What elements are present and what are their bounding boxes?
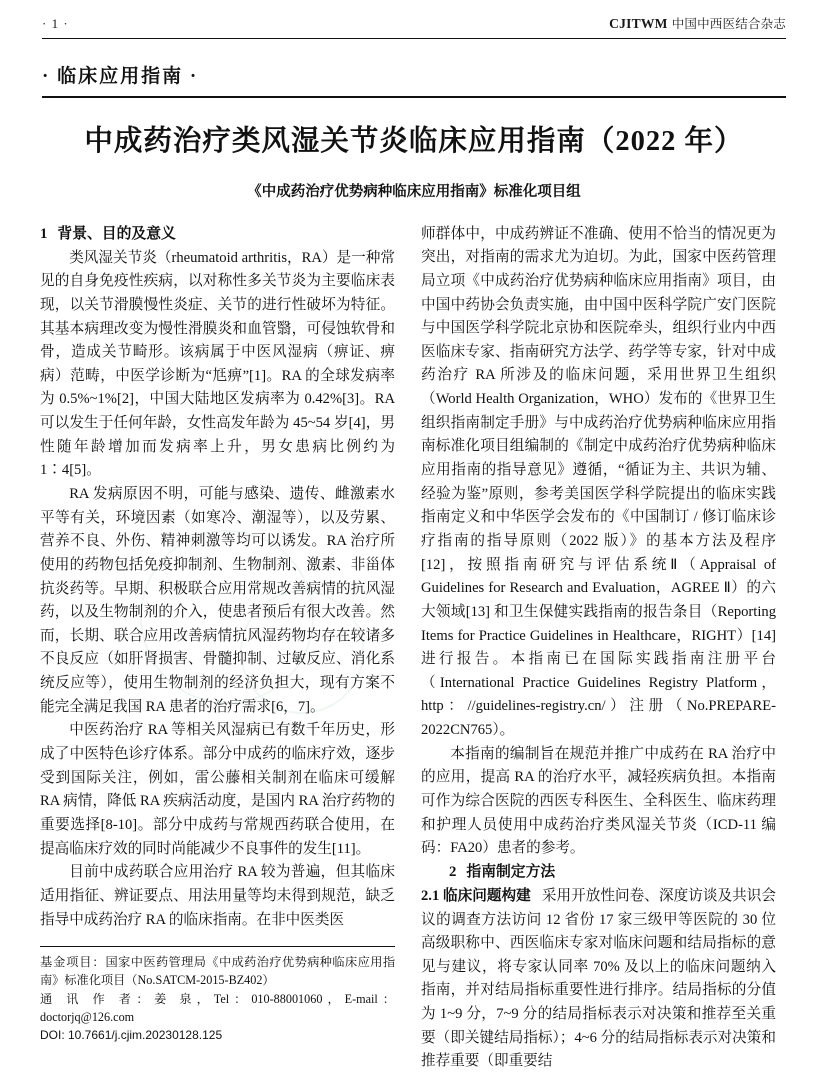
paragraph: 中医药治疗 RA 等相关风湿病已有数千年历史，形成了中医特色诊疗体系。部分中成药的临床疗效，逐步受到国际关注，例如，雷公藤相关制剂在临床可缓解 RA 病情，降低 RA 疾病活动度，是国内 RA 治疗药物的重要选择[8-10]。部分中成药与常规西药联合使用，在提高临床疗效的同时尚能减少不良事件的发生[11]。 — [40, 722, 395, 857]
heading-methods — [421, 861, 776, 885]
column-left — [40, 223, 395, 1074]
journal-name — [609, 14, 786, 32]
page-folio: · 1 · — [42, 16, 69, 31]
heading-number: 1 — [40, 225, 48, 242]
heading-text: 指南制定方法 — [466, 863, 556, 880]
corresponding-author-note — [40, 990, 395, 1027]
heading-background — [40, 223, 395, 247]
byline: 《中成药治疗优势病种临床应用指南》标准化项目组 — [247, 183, 581, 200]
running-head — [0, 0, 828, 32]
journal-name-cn: 中国中西医结合杂志 — [671, 17, 786, 31]
subheading-number: 2.1 — [421, 887, 440, 904]
corr-label: 通 讯 作 者： — [40, 991, 155, 1006]
page-title: 中成药治疗类风湿关节炎临床应用指南（2022 年） — [84, 126, 744, 157]
fund-text: 国家中医药管理局《中成药治疗优势病种临床应用指南》标准化项目（No.SATCM-2015-BZ402） — [40, 955, 396, 988]
paragraph: 本指南的编制旨在规范并推广中成药在 RA 治疗中的应用，提高 RA 的治疗水平，减轻疾病负担。本指南可作为综合医院的西医专科医生、全科医生、临床药理和护理人员使用中成药治疗类风湿关节炎（ICD-11 编码：FA20）患者的参考。 — [421, 745, 776, 857]
paragraph: 目前中成药联合应用治疗 RA 较为普遍，但其临床适用指征、辨证要点、用法用量等均未得到规范，缺乏指导中成药治疗 RA 的临床指南。在非中医类医 — [40, 864, 395, 928]
paragraph-text: 采用开放性问卷、深度访谈及共识会议的调查方法访问 12 省份 17 家三级甲等医院的 30 位高级职称中、西医临床专家对临床问题和结局指标的意见与建议，将专家认同率 70% 及以上的临床问题纳入指南，并对结局指标重要性进行排序。结局指标的分值为 1~9 分，7~9 分的结局指标表示对决策和推荐至关重要（即关键结局指标）；4~6 分的结局指标表示对决策和推荐重要（即重要结 — [421, 887, 776, 1070]
paragraph: 类风湿关节炎（rheumatoid arthritis，RA）是一种常见的自身免疫性疾病，以对称性多关节炎为主要临床表现，以关节滑膜慢性炎症、关节的进行性破坏为特征。其基本病理改变为慢性滑膜炎和血管翳，可侵蚀软骨和骨，造成关节畸形。该病属于中医风湿病（痹证、痹病）范畴，中医学诊断为“尪痹”[1]。RA 的全球发病率为 0.5%~1%[2]，中国大陆地区发病率为 0.42%[3]。RA 可以发生于任何年龄，女性高发年龄为 45~54 岁[4]，男性随年龄增加而发病率上升，男女患病比例约为 1∶4[5]。 — [40, 249, 395, 479]
body-columns — [40, 223, 788, 1074]
journal-name-en: CJITWM — [609, 16, 668, 31]
fund-note — [40, 953, 395, 990]
heading-number: 2 — [449, 863, 457, 880]
subheading-text: 临床问题构建 — [442, 887, 531, 904]
section-rule — [42, 96, 786, 98]
header-rule — [42, 38, 786, 39]
footnote-block — [40, 946, 395, 1044]
heading-text: 背景、目的及意义 — [57, 225, 176, 242]
paragraph: 师群体中，中成药辨证不准确、使用不恰当的情况更为突出，对指南的需求尤为迫切。为此，国家中医药管理局立项《中成药治疗优势病种临床应用指南》项目，由中国中药协会负责实施，由中国中医科学院广安门医院与中国医学科学院北京协和医院牵头，组织行业内中西医临床专家、指南研究方法学、药学等专家，针对中成药治疗 RA 所涉及的临床问题，采用世界卫生组织（World Health Organization，WHO）发布的《世界卫生组织指南制定手册》与中成药治疗优势病种临床应用指南标准化项目组编制的《制定中成药治疗优势病种临床应用指南的指导意见》遵循，“循证为主、共识为辅、经验为鉴”原则，参考美国医学科学院提出的临床实践指南定义和中华医学会发布的《中国制订 / 修订临床诊疗指南的指导原则（2022 版）》的基本方法及程序[12]，按照指南研究与评估系统Ⅱ（Appraisal of Guidelines for Research and Evaluation，AGREE Ⅱ）的六大领域[13] 和卫生保健实践指南的报告条目（Reporting Items for Practice Guidelines in Healthcare，RIGHT）[14] 进行报告。本指南已在国际实践指南注册平台（International Practice Guidelines Registry Platform，http：//guidelines-registry.cn/）注册（No.PREPARE-2022CN765）。 — [421, 225, 776, 739]
column-right — [421, 223, 776, 1074]
corr-text: 姜 泉，Tel：010-88001060，E-mail：doctorjq@126.com — [40, 991, 395, 1025]
paragraph: RA 发病原因不明，可能与感染、遗传、雌激素水平等有关，环境因素（如寒冷、潮湿等），以及劳累、营养不良、外伤、精神刺激等均可以诱发。RA 治疗所使用的药物包括免疫抑制剂、生物制剂、激素、非甾体抗炎药等。早期、积极联合应用常规改善病情的抗风湿药，以及生物制剂的介入，使患者预后有很大改善。然而，长期、联合应用改善病情抗风湿药物均存在较诸多不良反应（如肝肾损害、骨髓抑制、过敏反应、消化系统反应等），使用生物制剂的经济负担大，现有方案不能完全满足我国 RA 患者的治疗需求[6，7]。 — [40, 486, 395, 715]
section-label: · 临床应用指南 · — [42, 66, 199, 87]
fund-label: 基金项目： — [40, 955, 106, 970]
paragraph-with-subheading — [421, 885, 776, 1074]
doi: DOI: 10.7661/j.cjim.20230128.125 — [40, 1028, 223, 1043]
